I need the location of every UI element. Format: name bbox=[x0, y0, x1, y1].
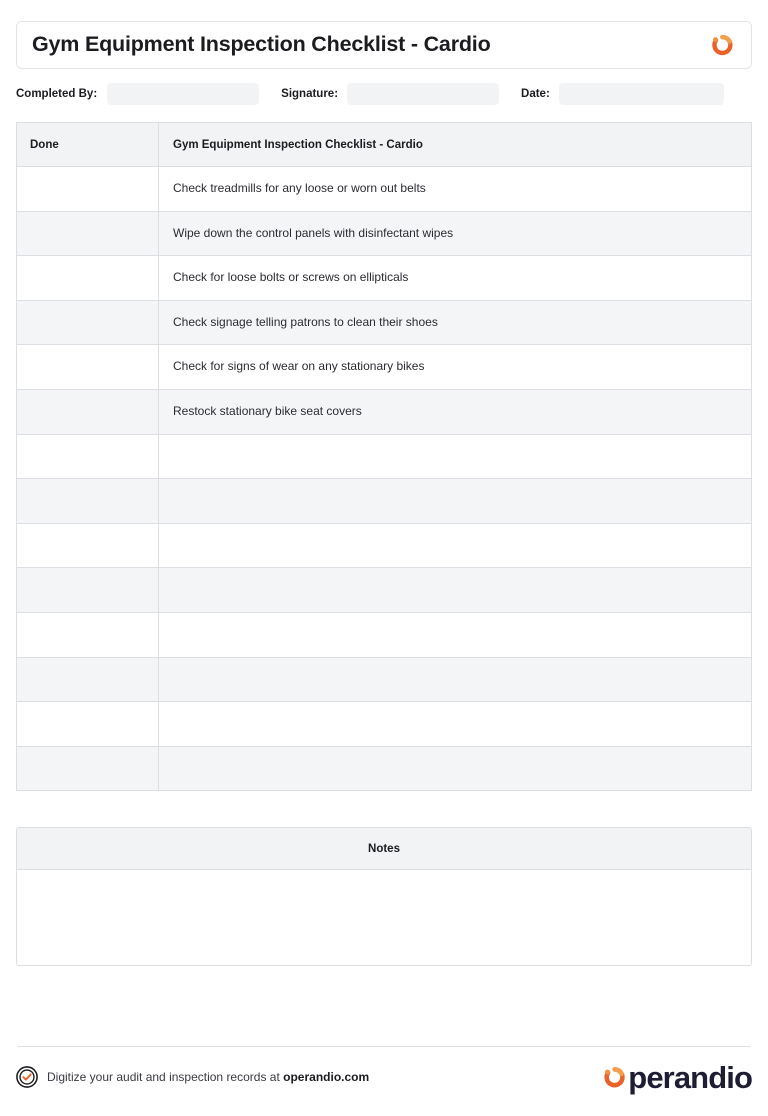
meta-fields-row bbox=[16, 83, 752, 105]
task-cell bbox=[159, 523, 752, 568]
table-row bbox=[17, 523, 752, 568]
column-header-done: Done bbox=[17, 123, 159, 167]
task-cell bbox=[159, 657, 752, 702]
completed-by-label: Completed By: bbox=[16, 88, 98, 100]
task-cell: Wipe down the control panels with disinfectant wipes bbox=[159, 211, 752, 256]
operandio-wordmark: perandio bbox=[628, 1059, 752, 1095]
table-header-row bbox=[17, 123, 752, 167]
signature-label: Signature: bbox=[281, 88, 339, 100]
date-field[interactable] bbox=[559, 83, 724, 105]
table-row bbox=[17, 657, 752, 702]
task-cell bbox=[159, 434, 752, 479]
operandio-loop-icon bbox=[709, 32, 735, 58]
done-checkbox-cell[interactable] bbox=[17, 434, 159, 479]
done-checkbox-cell[interactable] bbox=[17, 702, 159, 747]
table-row bbox=[17, 167, 752, 212]
document-header bbox=[16, 21, 752, 69]
table-row bbox=[17, 612, 752, 657]
footer-promo bbox=[16, 1066, 369, 1088]
date-label: Date: bbox=[521, 88, 550, 100]
document-page bbox=[0, 21, 768, 1116]
task-cell bbox=[159, 568, 752, 613]
completed-by-field[interactable] bbox=[107, 83, 259, 105]
done-checkbox-cell[interactable] bbox=[17, 345, 159, 390]
done-checkbox-cell[interactable] bbox=[17, 523, 159, 568]
table-row bbox=[17, 389, 752, 434]
footer-text-plain: Digitize your audit and inspection records at bbox=[47, 1070, 284, 1084]
column-header-task: Gym Equipment Inspection Checklist - Cardio bbox=[159, 123, 752, 167]
notes-title: Notes bbox=[17, 828, 751, 870]
done-checkbox-cell[interactable] bbox=[17, 389, 159, 434]
table-row bbox=[17, 479, 752, 524]
document-footer bbox=[16, 1056, 752, 1098]
checklist-table bbox=[16, 122, 752, 791]
operandio-loop-icon bbox=[600, 1063, 628, 1091]
done-checkbox-cell[interactable] bbox=[17, 746, 159, 791]
signature-field[interactable] bbox=[347, 83, 499, 105]
footer-link-operandio[interactable]: operandio.com bbox=[283, 1070, 370, 1084]
table-row bbox=[17, 702, 752, 747]
done-checkbox-cell[interactable] bbox=[17, 167, 159, 212]
task-cell: Check signage telling patrons to clean their shoes bbox=[159, 300, 752, 345]
task-cell bbox=[159, 479, 752, 524]
table-row bbox=[17, 746, 752, 791]
done-checkbox-cell[interactable] bbox=[17, 657, 159, 702]
page-title: Gym Equipment Inspection Checklist - Cardio bbox=[32, 32, 491, 57]
checklist-body bbox=[17, 167, 752, 791]
footer-divider bbox=[18, 1046, 750, 1047]
task-cell: Check for loose bolts or screws on ellipticals bbox=[159, 256, 752, 301]
table-row bbox=[17, 568, 752, 613]
done-checkbox-cell[interactable] bbox=[17, 568, 159, 613]
task-cell: Check for signs of wear on any stationary bikes bbox=[159, 345, 752, 390]
task-cell bbox=[159, 746, 752, 791]
check-circle-icon bbox=[16, 1066, 38, 1088]
task-cell: Check treadmills for any loose or worn out belts bbox=[159, 167, 752, 212]
footer-text bbox=[47, 1071, 369, 1083]
task-cell bbox=[159, 702, 752, 747]
task-cell bbox=[159, 612, 752, 657]
table-row bbox=[17, 256, 752, 301]
task-cell: Restock stationary bike seat covers bbox=[159, 389, 752, 434]
table-row bbox=[17, 345, 752, 390]
table-row bbox=[17, 300, 752, 345]
table-row bbox=[17, 211, 752, 256]
done-checkbox-cell[interactable] bbox=[17, 300, 159, 345]
done-checkbox-cell[interactable] bbox=[17, 479, 159, 524]
table-row bbox=[17, 434, 752, 479]
operandio-logo bbox=[600, 1059, 752, 1095]
notes-section bbox=[16, 827, 752, 966]
done-checkbox-cell[interactable] bbox=[17, 256, 159, 301]
done-checkbox-cell[interactable] bbox=[17, 612, 159, 657]
done-checkbox-cell[interactable] bbox=[17, 211, 159, 256]
notes-input[interactable] bbox=[17, 870, 751, 965]
